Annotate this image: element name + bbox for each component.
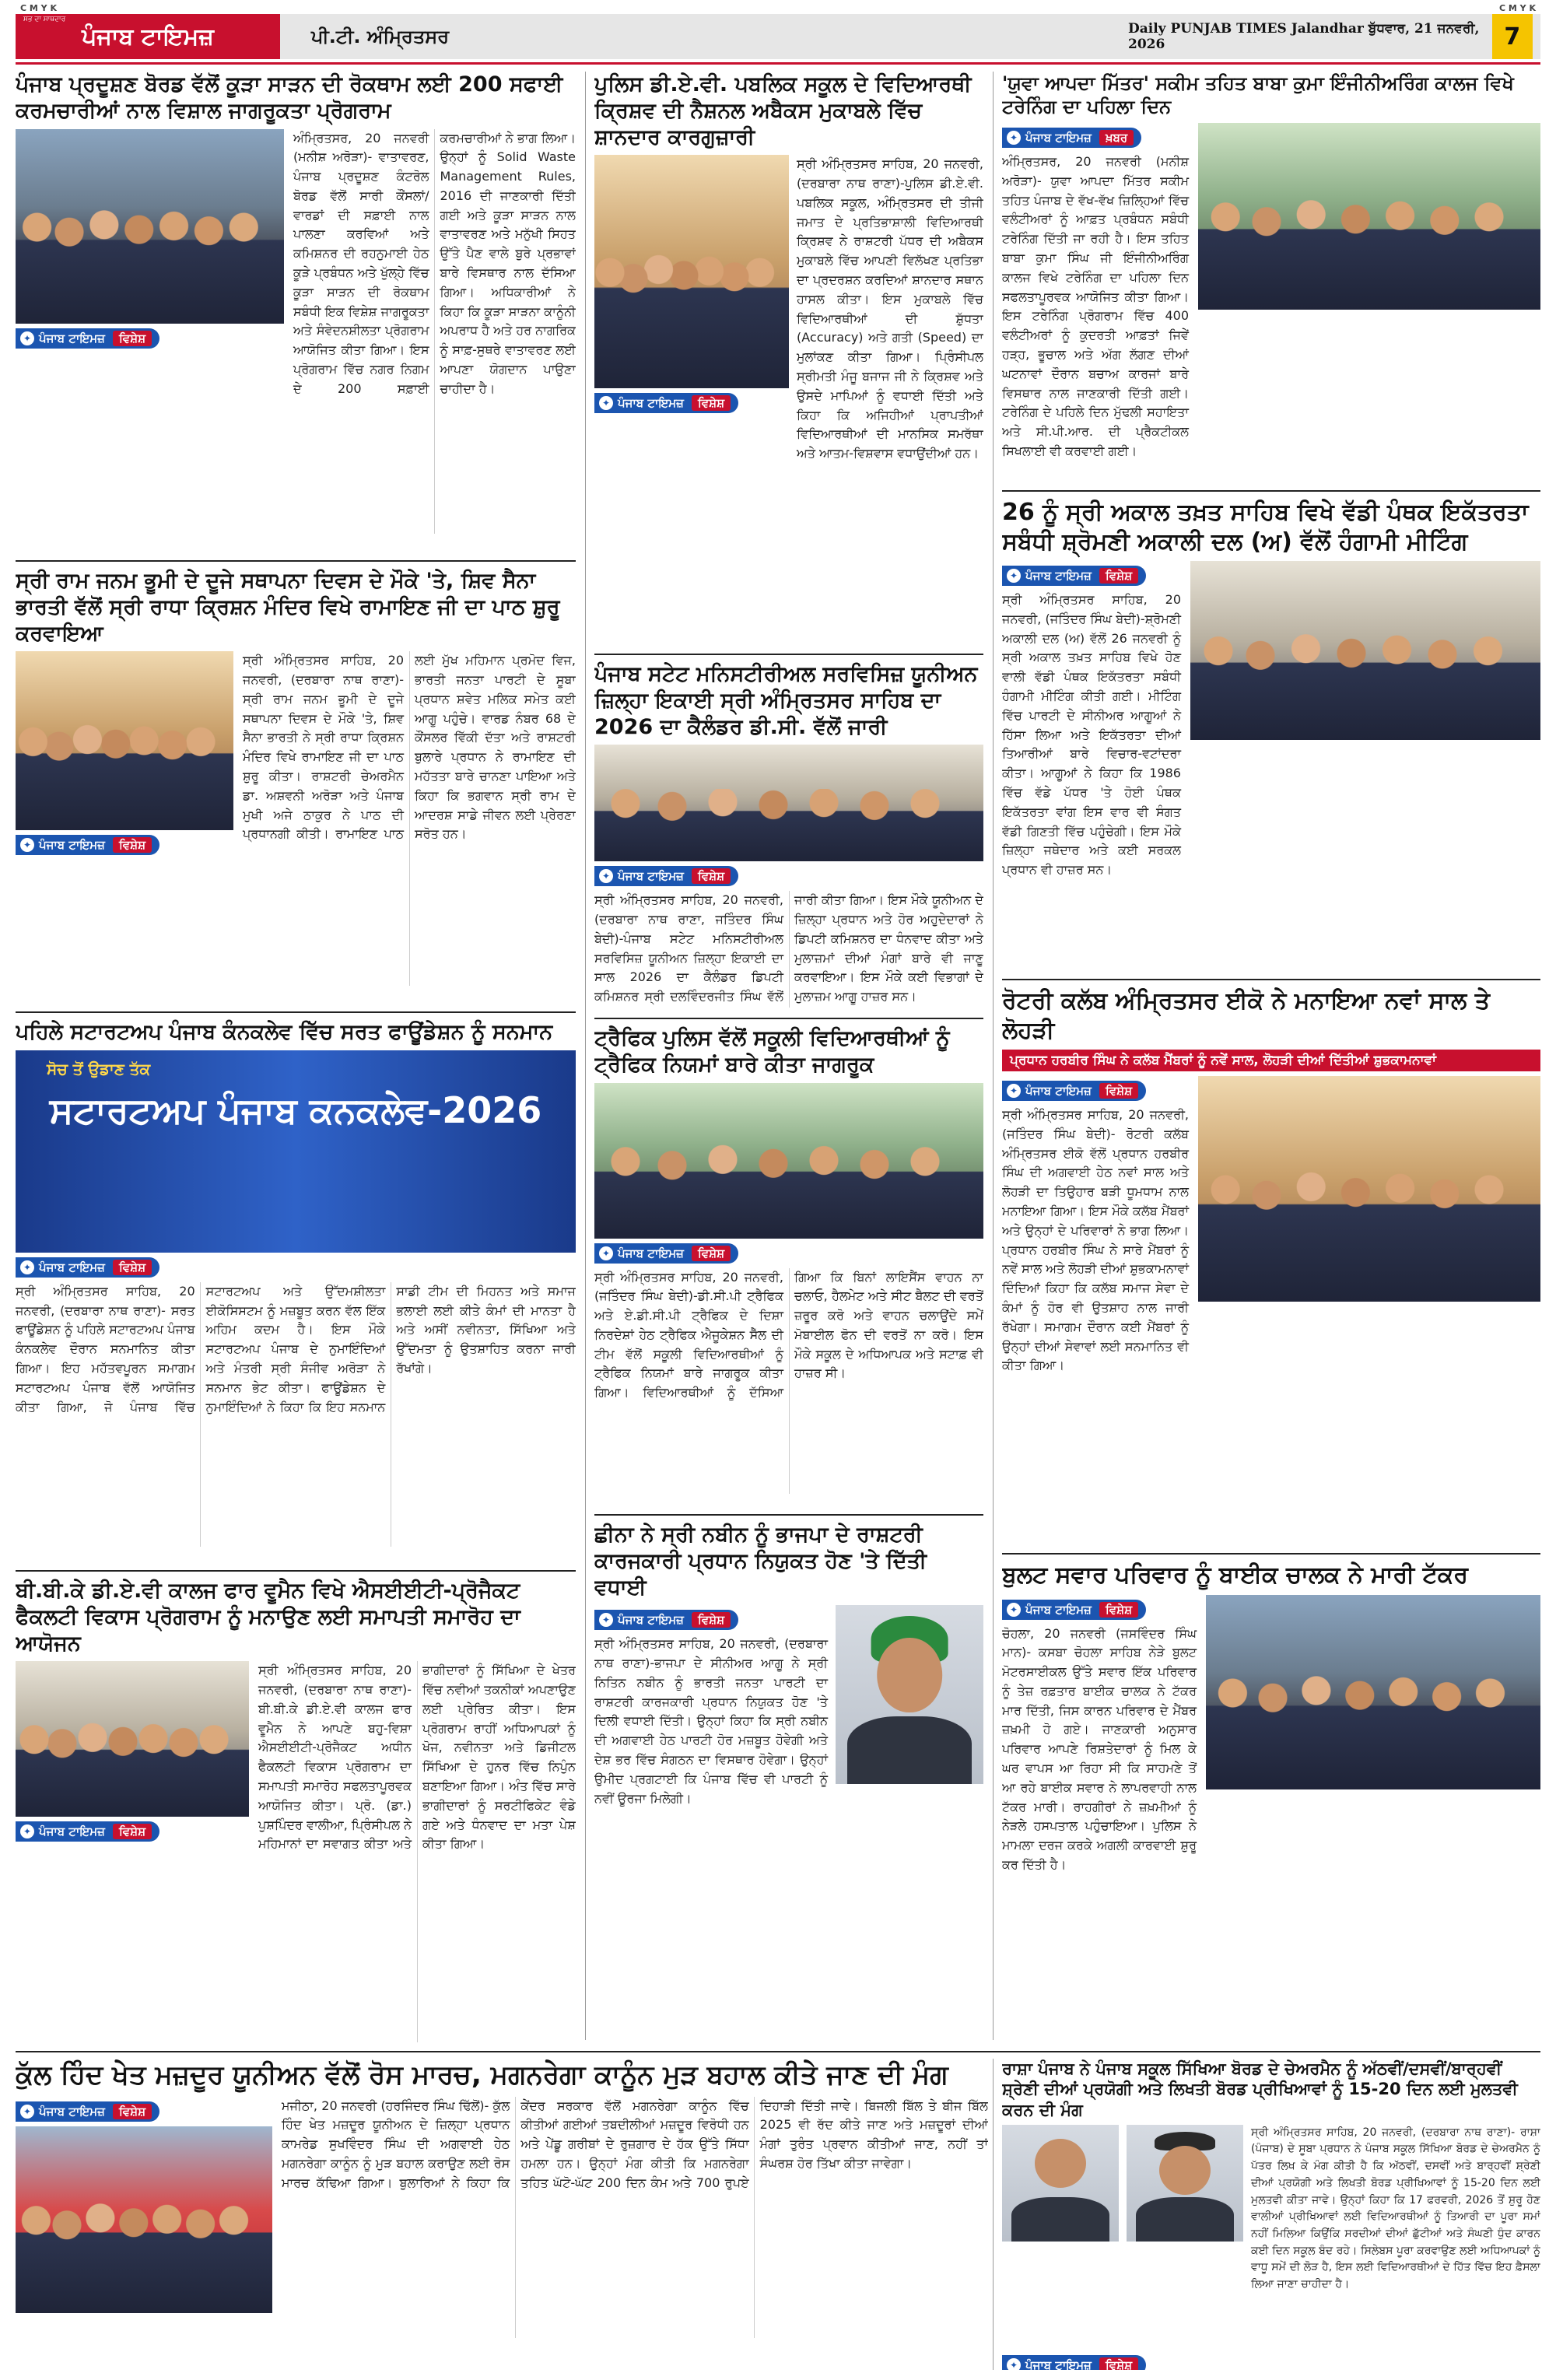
- article-body: ਸ੍ਰੀ ਅੰਮ੍ਰਿਤਸਰ ਸਾਹਿਬ, 20 ਜਨਵਰੀ, (ਜਤਿੰਦਰ ਸਿੰਘ ਬੇਦੀ)-ਡੀ.ਸੀ.ਪੀ ਟ੍ਰੈਫਿਕ ਅਤੇ ਏ.ਡੀ.ਸੀ.ਪੀ ਟ੍ਰੈਫਿਕ ਦੇ ਦਿਸ਼ਾ ਨਿਰਦੇਸ਼ਾਂ ਹੇਠ ਟ੍ਰੈਫਿਕ ਐਜੂਕੇਸ਼ਨ ਸੈੱਲ ਦੀ ਟੀਮ ਵੱਲੋਂ ਸਕੂਲੀ ਵਿਦਿਆਰਥੀਆਂ ਨੂੰ ਟ੍ਰੈਫਿਕ ਨਿਯਮਾਂ ਬਾਰੇ ਜਾਗਰੂਕ ਕੀਤਾ ਗਿਆ। ਵਿਦਿਆਰਥੀਆਂ ਨੂੰ ਦੱਸਿਆ ਗਿਆ ਕਿ ਬਿਨਾਂ ਲਾਇਸੈਂਸ ਵਾਹਨ ਨਾ ਚਲਾਓ, ਹੈਲਮੇਟ ਅਤੇ ਸੀਟ ਬੈਲਟ ਦੀ ਵਰਤੋਂ ਜ਼ਰੂਰ ਕਰੋ ਅਤੇ ਵਾਹਨ ਚਲਾਉਂਦੇ ਸਮੇਂ ਮੋਬਾਈਲ ਫੋਨ ਦੀ ਵਰਤੋਂ ਨਾ ਕਰੋ। ਇਸ ਮੌਕੇ ਸਕੂਲ ਦੇ ਅਧਿਆਪਕ ਅਤੇ ਸਟਾਫ਼ ਵੀ ਹਾਜ਼ਰ ਸੀ।: [594, 1269, 983, 1400]
- news-badge: ✦ ਪੰਜਾਬ ਟਾਇਮਜ਼ ਵਿਸ਼ੇਸ਼: [16, 835, 159, 855]
- article-photo: [594, 155, 789, 388]
- stage-banner: ਸਟਾਰਟਅਪ ਪੰਜਾਬ ਕਨਕਲੇਵ-2026: [49, 1088, 542, 1131]
- brand-icon: ✦: [599, 1613, 613, 1627]
- news-badge: ✦ ਪੰਜਾਬ ਟਾਇਮਜ਼ ਵਿਸ਼ੇਸ਼: [16, 328, 159, 349]
- article-rasha-punjab: [1002, 2059, 1540, 2370]
- section-title: ਪੀ.ਟੀ. ਅੰਮ੍ਰਿਤਸਰ: [280, 14, 1128, 59]
- headline: ਬੁਲਟ ਸਵਾਰ ਪਰਿਵਾਰ ਨੂੰ ਬਾਈਕ ਚਾਲਕ ਨੇ ਮਾਰੀ ਟੱਕਰ: [1002, 1562, 1468, 1589]
- brand-icon: ✦: [1007, 131, 1021, 145]
- news-badge: ✦ ਪੰਜਾਬ ਟਾਇਮਜ਼ ਵਿਸ਼ੇਸ਼: [1002, 1081, 1146, 1101]
- headline: ਪਹਿਲੇ ਸਟਾਰਟਅਪ ਪੰਜਾਬ ਕੰਨਕਲੇਵ ਵਿੱਚ ਸਰਤ ਫਾਊਂਡੇਸ਼ਨ ਨੂੰ ਸਨਮਾਨ: [16, 1020, 553, 1044]
- article-photo: [594, 1083, 983, 1239]
- article-startup-conclave: [16, 1019, 576, 1564]
- divider: [16, 1011, 576, 1013]
- article-photo: [1190, 561, 1540, 740]
- article-body: ਚੋਹਲਾ, 20 ਜਨਵਰੀ (ਜਸਵਿੰਦਰ ਸਿੰਘ ਮਾਨ)- ਕਸਬਾ ਚੋਹਲਾ ਸਾਹਿਬ ਨੇੜੇ ਬੁਲਟ ਮੋਟਰਸਾਈਕਲ ਉੱਤੇ ਸਵਾਰ ਇੱਕ ਪਰਿਵਾਰ ਨੂੰ ਤੇਜ਼ ਰਫ਼ਤਾਰ ਬਾਈਕ ਚਾਲਕ ਨੇ ਟੱਕਰ ਮਾਰ ਦਿੱਤੀ, ਜਿਸ ਕਾਰਨ ਪਰਿਵਾਰ ਦੇ ਮੈਂਬਰ ਜ਼ਖ਼ਮੀ ਹੋ ਗਏ। ਜਾਣਕਾਰੀ ਅਨੁਸਾਰ ਪਰਿਵਾਰ ਆਪਣੇ ਰਿਸ਼ਤੇਦਾਰਾਂ ਨੂੰ ਮਿਲ ਕੇ ਘਰ ਵਾਪਸ ਆ ਰਿਹਾ ਸੀ ਕਿ ਸਾਹਮਣੇ ਤੋਂ ਆ ਰਹੇ ਬਾਈਕ ਸਵਾਰ ਨੇ ਲਾਪਰਵਾਹੀ ਨਾਲ ਟੱਕਰ ਮਾਰੀ। ਰਾਹਗੀਰਾਂ ਨੇ ਜ਼ਖ਼ਮੀਆਂ ਨੂੰ ਨੇੜਲੇ ਹਸਪਤਾਲ ਪਹੁੰਚਾਇਆ। ਪੁਲਿਸ ਨੇ ਮਾਮਲਾ ਦਰਜ ਕਰਕੇ ਅਗਲੀ ਕਾਰਵਾਈ ਸ਼ੁਰੂ ਕਰ ਦਿੱਤੀ ਹੈ।: [1002, 1625, 1197, 1873]
- article-body: ਸ੍ਰੀ ਅੰਮ੍ਰਿਤਸਰ ਸਾਹਿਬ, 20 ਜਨਵਰੀ, (ਜਤਿੰਦਰ ਸਿੰਘ ਬੇਦੀ)- ਰੋਟਰੀ ਕਲੱਬ ਅੰਮ੍ਰਿਤਸਰ ਈਕੋ ਵੱਲੋਂ ਪ੍ਰਧਾਨ ਹਰਬੀਰ ਸਿੰਘ ਦੀ ਅਗਵਾਈ ਹੇਠ ਨਵਾਂ ਸਾਲ ਅਤੇ ਲੋਹੜੀ ਦਾ ਤਿਉਹਾਰ ਬੜੀ ਧੂਮਧਾਮ ਨਾਲ ਮਨਾਇਆ ਗਿਆ। ਇਸ ਮੌਕੇ ਕਲੱਬ ਮੈਂਬਰਾਂ ਅਤੇ ਉਨ੍ਹਾਂ ਦੇ ਪਰਿਵਾਰਾਂ ਨੇ ਭਾਗ ਲਿਆ। ਪ੍ਰਧਾਨ ਹਰਬੀਰ ਸਿੰਘ ਨੇ ਸਾਰੇ ਮੈਂਬਰਾਂ ਨੂੰ ਨਵੇਂ ਸਾਲ ਅਤੇ ਲੋਹੜੀ ਦੀਆਂ ਸ਼ੁਭਕਾਮਨਾਵਾਂ ਦਿੰਦਿਆਂ ਕਿਹਾ ਕਿ ਕਲੱਬ ਸਮਾਜ ਸੇਵਾ ਦੇ ਕੰਮਾਂ ਨੂੰ ਹੋਰ ਵੀ ਉਤਸ਼ਾਹ ਨਾਲ ਜਾਰੀ ਰੱਖੇਗਾ। ਸਮਾਗਮ ਦੌਰਾਨ ਕਈ ਮੈਂਬਰਾਂ ਨੂੰ ਉਨ੍ਹਾਂ ਦੀਆਂ ਸੇਵਾਵਾਂ ਲਈ ਸਨਮਾਨਿਤ ਵੀ ਕੀਤਾ ਗਿਆ।: [1002, 1107, 1189, 1373]
- headline: ਰਾਸ਼ਾ ਪੰਜਾਬ ਨੇ ਪੰਜਾਬ ਸਕੂਲ ਸਿੱਖਿਆ ਬੋਰਡ ਦੇ ਚੇਅਰਮੈਨ ਨੂੰ ਅੱਠਵੀਂ/ਦਸਵੀਂ/ਬਾਰ੍ਹਵੀਂ ਸ਼੍ਰੇਣੀ ਦੀਆਂ ਪ੍ਰਯੋਗੀ ਅਤੇ ਲਿਖਤੀ ਬੋਰਡ ਪ੍ਰੀਖਿਆਵਾਂ ਨੂੰ 15-20 ਦਿਨ ਲਈ ਮੁਲਤਵੀ ਕਰਨ ਦੀ ਮੰਗ: [1002, 2059, 1518, 2119]
- news-badge: ✦ ਪੰਜਾਬ ਟਾਇਮਜ਼ ਵਿਸ਼ੇਸ਼: [1002, 1600, 1146, 1620]
- news-badge: ✦ ਪੰਜਾਬ ਟਾਇਮਜ਼ ਵਿਸ਼ੇਸ਼: [594, 393, 738, 413]
- headline: ਟ੍ਰੈਫਿਕ ਪੁਲਿਸ ਵੱਲੋਂ ਸਕੂਲੀ ਵਿਦਿਆਰਥੀਆਂ ਨੂੰ ਟ੍ਰੈਫਿਕ ਨਿਯਮਾਂ ਬਾਰੇ ਕੀਤਾ ਜਾਗਰੂਕ: [594, 1026, 950, 1077]
- divider: [16, 1570, 576, 1572]
- logo-tagline: ਸਭ ਦਾ ਸਾਥਦਾਰ: [23, 16, 66, 23]
- cmyk-mark-right: C M Y K: [1499, 3, 1536, 13]
- brand-icon: ✦: [20, 1824, 34, 1838]
- news-badge: ✦ ਪੰਜਾਬ ਟਾਇਮਜ਼ ਵਿਸ਼ੇਸ਼: [594, 866, 738, 886]
- masthead: [16, 14, 1540, 59]
- article-ministerial-union: [594, 661, 983, 1011]
- cmyk-mark-left: C M Y K: [20, 3, 57, 13]
- headline: ਪੰਜਾਬ ਪ੍ਰਦੂਸ਼ਣ ਬੋਰਡ ਵੱਲੋਂ ਕੂੜਾ ਸਾੜਨ ਦੀ ਰੋਕਥਾਮ ਲਈ 200 ਸਫਾਈ ਕਰਮਚਾਰੀਆਂ ਨਾਲ ਵਿਸ਼ਾਲ ਜਾਗਰੂਕਤਾ ਪ੍ਰੋਗਰਾਮ: [16, 72, 563, 123]
- article-photo: [16, 129, 284, 324]
- article-photo: [16, 651, 233, 830]
- stage-banner-small: ਸੋਚ ਤੋਂ ਉਡਾਣ ਤੱਕ: [47, 1059, 151, 1078]
- news-badge: ✦ ਪੰਜਾਬ ਟਾਇਮਜ਼ ਵਿਸ਼ੇਸ਼: [594, 1243, 738, 1264]
- edition-text: Daily PUNJAB TIMES Jalandhar ਬੁੱਧਵਾਰ, 21 ਜਨਵਰੀ, 2026: [1128, 21, 1480, 52]
- newspaper-logo: [16, 14, 280, 59]
- article-body: ਅੰਮ੍ਰਿਤਸਰ, 20 ਜਨਵਰੀ (ਮਨੀਸ਼ ਅਰੋੜਾ)- ਵਾਤਾਵਰਣ, ਪੰਜਾਬ ਪ੍ਰਦੂਸ਼ਣ ਕੰਟਰੋਲ ਬੋਰਡ ਵੱਲੋਂ ਸਾਰੀ ਕੌਂਸਲਾਂ/ਵਾਰਡਾਂ ਦੀ ਸਫ਼ਾਈ ਨਾਲ ਪਾਲਣਾ ਕਰਵਿਆਂ ਅਤੇ ਕਮਿਸ਼ਨਰ ਦੀ ਰਹਨੁਮਾਈ ਹੇਠ ਕੂੜੇ ਪ੍ਰਬੰਧਨ ਅਤੇ ਖੁੱਲ੍ਹੇ ਵਿੱਚ ਕੂੜਾ ਸਾੜਨ ਦੀ ਰੋਕਥਾਮ ਸਬੰਧੀ ਇਕ ਵਿਸ਼ੇਸ਼ ਜਾਗਰੂਕਤਾ ਅਤੇ ਸੰਵੇਦਨਸ਼ੀਲਤਾ ਪ੍ਰੋਗਰਾਮ ਆਯੋਜਿਤ ਕੀਤਾ ਗਿਆ। ਇਸ ਪ੍ਰੋਗਰਾਮ ਵਿੱਚ ਨਗਰ ਨਿਗਮ ਦੇ 200 ਸਫ਼ਾਈ ਕਰਮਚਾਰੀਆਂ ਨੇ ਭਾਗ ਲਿਆ। ਉਨ੍ਹਾਂ ਨੂੰ Solid Waste Management Rules, 2016 ਦੀ ਜਾਣਕਾਰੀ ਦਿੱਤੀ ਗਈ ਅਤੇ ਕੂੜਾ ਸਾੜਨ ਨਾਲ ਵਾਤਾਵਰਣ ਅਤੇ ਮਨੁੱਖੀ ਸਿਹਤ ਉੱਤੇ ਪੈਣ ਵਾਲੇ ਬੁਰੇ ਪ੍ਰਭਾਵਾਂ ਬਾਰੇ ਵਿਸਥਾਰ ਨਾਲ ਦੱਸਿਆ ਗਿਆ। ਅਧਿਕਾਰੀਆਂ ਨੇ ਕਿਹਾ ਕਿ ਕੂੜਾ ਸਾੜਨਾ ਕਾਨੂੰਨੀ ਅਪਰਾਧ ਹੈ ਅਤੇ ਹਰ ਨਾਗਰਿਕ ਨੂੰ ਸਾਫ਼-ਸੁਥਰੇ ਵਾਤਾਵਰਣ ਲਈ ਆਪਣਾ ਯੋਗਦਾਨ ਪਾਉਣਾ ਚਾਹੀਦਾ ਹੈ।: [293, 130, 576, 396]
- article-ram-janmabhoomi: [16, 568, 576, 1004]
- column-rule: [585, 72, 586, 2040]
- portrait-photo: [836, 1605, 983, 1784]
- article-yuva-apda-mitra: [1002, 72, 1540, 484]
- brand-icon: ✦: [1007, 1603, 1021, 1617]
- headline: 'ਯੁਵਾ ਆਪਦਾ ਮਿੱਤਰ' ਸਕੀਮ ਤਹਿਤ ਬਾਬਾ ਕੁਮਾ ਇੰਜੀਨੀਅਰਿੰਗ ਕਾਲਜ ਵਿਖੇ ਟਰੇਨਿੰਗ ਦਾ ਪਹਿਲਾ ਦਿਨ: [1002, 72, 1514, 117]
- headline: ਕੁੱਲ ਹਿੰਦ ਖੇਤ ਮਜ਼ਦੂਰ ਯੂਨੀਅਨ ਵੱਲੋਂ ਰੋਸ ਮਾਰਚ, ਮਗਨਰੇਗਾ ਕਾਨੂੰਨ ਮੁੜ ਬਹਾਲ ਕੀਤੇ ਜਾਣ ਦੀ ਮੰਗ: [16, 2059, 948, 2091]
- news-badge: ✦ ਪੰਜਾਬ ਟਾਇਮਜ਼ ਵਿਸ਼ੇਸ਼: [16, 1821, 159, 1842]
- divider: [594, 1018, 983, 1019]
- brand-icon: ✦: [20, 838, 34, 852]
- news-badge: ✦ ਪੰਜਾਬ ਟਾਇਮਜ਼ ਵਿਸ਼ੇਸ਼: [594, 1610, 738, 1630]
- headline: ਛੀਨਾ ਨੇ ਸ੍ਰੀ ਨਬੀਨ ਨੂੰ ਭਾਜਪਾ ਦੇ ਰਾਸ਼ਟਰੀ ਕਾਰਜਕਾਰੀ ਪ੍ਰਧਾਨ ਨਿਯੁਕਤ ਹੋਣ 'ਤੇ ਦਿੱਤੀ ਵਧਾਈ: [594, 1523, 927, 1600]
- article-body: ਸ੍ਰੀ ਅੰਮ੍ਰਿਤਸਰ ਸਾਹਿਬ, 20 ਜਨਵਰੀ, (ਦਰਬਾਰਾ ਨਾਥ ਰਾਣਾ)-ਪੁਲਿਸ ਡੀ.ਏ.ਵੀ. ਪਬਲਿਕ ਸਕੂਲ, ਅੰਮ੍ਰਿਤਸਰ ਦੀ ਤੀਜੀ ਜਮਾਤ ਦੇ ਪ੍ਰਤਿਭਾਸ਼ਾਲੀ ਵਿਦਿਆਰਥੀ ਕ੍ਰਿਸ਼ਵ ਨੇ ਰਾਸ਼ਟਰੀ ਪੱਧਰ ਦੀ ਅਬੈਕਸ ਮੁਕਾਬਲੇ ਵਿੱਚ ਆਪਣੀ ਵਿਲੱਖਣ ਪ੍ਰਤਿਭਾ ਦਾ ਪ੍ਰਦਰਸ਼ਨ ਕਰਦਿਆਂ ਸ਼ਾਨਦਾਰ ਸਥਾਨ ਹਾਸਲ ਕੀਤਾ। ਇਸ ਮੁਕਾਬਲੇ ਵਿੱਚ ਵਿਦਿਆਰਥੀਆਂ ਦੀ ਸ਼ੁੱਧਤਾ (Accuracy) ਅਤੇ ਗਤੀ (Speed) ਦਾ ਮੁਲਾਂਕਣ ਕੀਤਾ ਗਿਆ। ਪ੍ਰਿੰਸੀਪਲ ਸ੍ਰੀਮਤੀ ਮੰਜੂ ਬਜਾਜ ਜੀ ਨੇ ਕ੍ਰਿਸ਼ਵ ਅਤੇ ਉਸਦੇ ਮਾਪਿਆਂ ਨੂੰ ਵਧਾਈ ਦਿੱਤੀ ਅਤੇ ਕਿਹਾ ਕਿ ਅਜਿਹੀਆਂ ਪ੍ਰਾਪਤੀਆਂ ਵਿਦਿਆਰਥੀਆਂ ਦੀ ਮਾਨਸਿਕ ਸਮਰੱਥਾ ਅਤੇ ਆਤਮ-ਵਿਸ਼ਵਾਸ ਵਧਾਉਂਦੀਆਂ ਹਨ।: [797, 156, 983, 461]
- article-pollution-board: [16, 72, 576, 554]
- brand-icon: ✦: [20, 331, 34, 345]
- headline: ਬੀ.ਬੀ.ਕੇ ਡੀ.ਏ.ਵੀ ਕਾਲਜ ਫਾਰ ਵੂਮੈਨ ਵਿਖੇ ਐਸਈਈਟੀ-ਪ੍ਰੋਜੈਕਟ ਫੈਕਲਟੀ ਵਿਕਾਸ ਪ੍ਰੋਗਰਾਮ ਨੂੰ ਮਨਾਉਣ ਲਈ ਸਮਾਪਤੀ ਸਮਾਰੋਹ ਦਾ ਆਯੋਜਨ: [16, 1579, 520, 1656]
- page-number: 7: [1492, 14, 1533, 59]
- article-photo: [1198, 1076, 1540, 1302]
- sub-headline: ਪ੍ਰਧਾਨ ਹਰਬੀਰ ਸਿੰਘ ਨੇ ਕਲੱਬ ਮੈਂਬਰਾਂ ਨੂੰ ਨਵੇਂ ਸਾਲ, ਲੋਹੜੀ ਦੀਆਂ ਦਿੱਤੀਆਂ ਸ਼ੁਭਕਾਮਨਾਵਾਂ: [1002, 1050, 1540, 1071]
- headline: ਪੁਲਿਸ ਡੀ.ਏ.ਵੀ. ਪਬਲਿਕ ਸਕੂਲ ਦੇ ਵਿਦਿਆਰਥੀ ਕ੍ਰਿਸ਼ਵ ਦੀ ਨੈਸ਼ਨਲ ਅਬੈਕਸ ਮੁਕਾਬਲੇ ਵਿੱਚ ਸ਼ਾਨਦਾਰ ਕਾਰਗੁਜ਼ਾਰੀ: [594, 72, 972, 149]
- article-body-text: ਸ੍ਰੀ ਅੰਮ੍ਰਿਤਸਰ ਸਾਹਿਬ, 20 ਜਨਵਰੀ, (ਦਰਬਾਰਾ ਨਾਥ ਰਾਣਾ)-ਭਾਜਪਾ ਦੇ ਸੀਨੀਅਰ ਆਗੂ ਨੇ ਸ੍ਰੀ ਨਿਤਿਨ ਨਬੀਨ ਨੂੰ ਭਾਰਤੀ ਜਨਤਾ ਪਾਰਟੀ ਦਾ ਰਾਸ਼ਟਰੀ ਕਾਰਜਕਾਰੀ ਪ੍ਰਧਾਨ ਨਿਯੁਕਤ ਹੋਣ 'ਤੇ ਦਿਲੀ ਵਧਾਈ ਦਿੱਤੀ। ਉਨ੍ਹਾਂ ਕਿਹਾ ਕਿ ਸ੍ਰੀ ਨਬੀਨ ਦੀ ਅਗਵਾਈ ਹੇਠ ਪਾਰਟੀ ਹੋਰ ਮਜ਼ਬੂਤ ਹੋਵੇਗੀ ਅਤੇ ਦੇਸ਼ ਭਰ ਵਿੱਚ ਸੰਗਠਨ ਦਾ ਵਿਸਥਾਰ ਹੋਵੇਗਾ। ਉਨ੍ਹਾਂ ਉਮੀਦ ਪ੍ਰਗਟਾਈ ਕਿ ਪੰਜਾਬ ਵਿੱਚ ਵੀ ਪਾਰਟੀ ਨੂੰ ਨਵੀਂ ਊਰਜਾ ਮਿਲੇਗੀ।: [594, 1636, 828, 1806]
- news-badge: ✦ ਪੰਜਾਬ ਟਾਇਮਜ਼ ਵਿਸ਼ੇਸ਼: [16, 1257, 159, 1278]
- brand-icon: ✦: [599, 1246, 613, 1260]
- news-badge: ✦ ਪੰਜਾਬ ਟਾਇਮਜ਼ ਵਿਸ਼ੇਸ਼: [1002, 566, 1146, 586]
- brand-icon: ✦: [1007, 569, 1021, 583]
- article-body: ਸ੍ਰੀ ਅੰਮ੍ਰਿਤਸਰ ਸਾਹਿਬ, 20 ਜਨਵਰੀ, (ਦਰਬਾਰਾ ਨਾਥ ਰਾਣਾ)-ਬੀ.ਬੀ.ਕੇ ਡੀ.ਏ.ਵੀ ਕਾਲਜ ਫਾਰ ਵੂਮੈਨ ਨੇ ਆਪਣੇ ਬਹੁ-ਵਿਸ਼ਾ ਐਸਈਈਟੀ-ਪ੍ਰੋਜੈਕਟ ਅਧੀਨ ਫੈਕਲਟੀ ਵਿਕਾਸ ਪ੍ਰੋਗਰਾਮ ਦਾ ਸਮਾਪਤੀ ਸਮਾਰੋਹ ਸਫਲਤਾਪੂਰਵਕ ਆਯੋਜਿਤ ਕੀਤਾ। ਪ੍ਰੋ. (ਡਾ.) ਪੁਸ਼ਪਿੰਦਰ ਵਾਲੀਆ, ਪ੍ਰਿੰਸੀਪਲ ਨੇ ਮਹਿਮਾਨਾਂ ਦਾ ਸਵਾਗਤ ਕੀਤਾ ਅਤੇ ਭਾਗੀਦਾਰਾਂ ਨੂੰ ਸਿੱਖਿਆ ਦੇ ਖੇਤਰ ਵਿੱਚ ਨਵੀਆਂ ਤਕਨੀਕਾਂ ਅਪਣਾਉਣ ਲਈ ਪ੍ਰੇਰਿਤ ਕੀਤਾ। ਇਸ ਪ੍ਰੋਗਰਾਮ ਰਾਹੀਂ ਅਧਿਆਪਕਾਂ ਨੂੰ ਖੋਜ, ਨਵੀਨਤਾ ਅਤੇ ਡਿਜੀਟਲ ਸਿੱਖਿਆ ਦੇ ਹੁਨਰ ਵਿੱਚ ਨਿਪੁੰਨ ਬਣਾਇਆ ਗਿਆ। ਅੰਤ ਵਿੱਚ ਸਾਰੇ ਭਾਗੀਦਾਰਾਂ ਨੂੰ ਸਰਟੀਫਿਕੇਟ ਵੰਡੇ ਗਏ ਅਤੇ ਧੰਨਵਾਦ ਦਾ ਮਤਾ ਪੇਸ਼ ਕੀਤਾ ਗਿਆ।: [258, 1663, 576, 1852]
- headline: ਸ੍ਰੀ ਰਾਮ ਜਨਮ ਭੂਮੀ ਦੇ ਦੂਜੇ ਸਥਾਪਨਾ ਦਿਵਸ ਦੇ ਮੌਕੇ 'ਤੇ, ਸ਼ਿਵ ਸੈਨਾ ਭਾਰਤੀ ਵੱਲੋਂ ਸ੍ਰੀ ਰਾਧਾ ਕ੍ਰਿਸ਼ਨ ਮੰਦਿਰ ਵਿਖੇ ਰਾਮਾਇਣ ਜੀ ਦਾ ਪਾਠ ਸ਼ੁਰੂ ਕਰਵਾਇਆ: [16, 569, 560, 646]
- article-nabin-greetings: [594, 1522, 983, 2043]
- news-badge: ✦ ਪੰਜਾਬ ਟਾਇਮਜ਼ ਵਿਸ਼ੇਸ਼: [16, 2101, 159, 2122]
- article-photo: [16, 1050, 576, 1253]
- divider: [16, 560, 576, 562]
- article-body: ਅੰਮ੍ਰਿਤਸਰ, 20 ਜਨਵਰੀ (ਮਨੀਸ਼ ਅਰੋੜਾ)- ਯੁਵਾ ਆਪਦਾ ਮਿੱਤਰ ਸਕੀਮ ਤਹਿਤ ਪੰਜਾਬ ਦੇ ਵੱਖ-ਵੱਖ ਜ਼ਿਲ੍ਹਿਆਂ ਵਿੱਚ ਵਲੰਟੀਅਰਾਂ ਨੂੰ ਆਫ਼ਤ ਪ੍ਰਬੰਧਨ ਸਬੰਧੀ ਟਰੇਨਿੰਗ ਦਿੱਤੀ ਜਾ ਰਹੀ ਹੈ। ਇਸ ਤਹਿਤ ਬਾਬਾ ਕੁਮਾ ਸਿੰਘ ਜੀ ਇੰਜੀਨੀਅਰਿੰਗ ਕਾਲਜ ਵਿਖੇ ਟਰੇਨਿੰਗ ਦਾ ਪਹਿਲਾ ਦਿਨ ਸਫਲਤਾਪੂਰਵਕ ਆਯੋਜਿਤ ਕੀਤਾ ਗਿਆ। ਇਸ ਟਰੇਨਿੰਗ ਪ੍ਰੋਗਰਾਮ ਵਿੱਚ 400 ਵਲੰਟੀਅਰਾਂ ਨੂੰ ਕੁਦਰਤੀ ਆਫ਼ਤਾਂ ਜਿਵੇਂ ਹੜ੍ਹ, ਭੂਚਾਲ ਅਤੇ ਅੱਗ ਲੱਗਣ ਦੀਆਂ ਘਟਨਾਵਾਂ ਦੌਰਾਨ ਬਚਾਅ ਕਾਰਜਾਂ ਬਾਰੇ ਵਿਸਥਾਰ ਨਾਲ ਜਾਣਕਾਰੀ ਦਿੱਤੀ ਗਈ। ਟਰੇਨਿੰਗ ਦੇ ਪਹਿਲੇ ਦਿਨ ਮੁੱਢਲੀ ਸਹਾਇਤਾ ਅਤੇ ਸੀ.ਪੀ.ਆਰ. ਦੀ ਪ੍ਰੈਕਟੀਕਲ ਸਿਖਲਾਈ ਵੀ ਕਰਵਾਈ ਗਈ।: [1002, 154, 1189, 458]
- brand-icon: ✦: [599, 869, 613, 883]
- divider: [594, 1514, 983, 1516]
- article-photo: [1206, 1595, 1540, 1789]
- portrait-photo: [1127, 2125, 1243, 2242]
- article-body: ਸ੍ਰੀ ਅੰਮ੍ਰਿਤਸਰ ਸਾਹਿਬ, 20 ਜਨਵਰੀ, (ਦਰਬਾਰਾ ਨਾਥ ਰਾਣਾ)- ਰਾਸ਼ਾ (ਪੰਜਾਬ) ਦੇ ਸੂਬਾ ਪ੍ਰਧਾਨ ਨੇ ਪੰਜਾਬ ਸਕੂਲ ਸਿੱਖਿਆ ਬੋਰਡ ਦੇ ਚੇਅਰਮੈਨ ਨੂੰ ਪੱਤਰ ਲਿਖ ਕੇ ਮੰਗ ਕੀਤੀ ਹੈ ਕਿ ਅੱਠਵੀਂ, ਦਸਵੀਂ ਅਤੇ ਬਾਰ੍ਹਵੀਂ ਸ਼੍ਰੇਣੀ ਦੀਆਂ ਪ੍ਰਯੋਗੀ ਅਤੇ ਲਿਖਤੀ ਬੋਰਡ ਪ੍ਰੀਖਿਆਵਾਂ ਨੂੰ 15-20 ਦਿਨ ਲਈ ਮੁਲਤਵੀ ਕੀਤਾ ਜਾਵੇ। ਉਨ੍ਹਾਂ ਕਿਹਾ ਕਿ 17 ਫਰਵਰੀ, 2026 ਤੋਂ ਸ਼ੁਰੂ ਹੋਣ ਵਾਲੀਆਂ ਪ੍ਰੀਖਿਆਵਾਂ ਲਈ ਵਿਦਿਆਰਥੀਆਂ ਨੂੰ ਤਿਆਰੀ ਦਾ ਪੂਰਾ ਸਮਾਂ ਨਹੀਂ ਮਿਲਿਆ ਕਿਉਂਕਿ ਸਰਦੀਆਂ ਦੀਆਂ ਛੁੱਟੀਆਂ ਅਤੇ ਸੰਘਣੀ ਧੁੰਦ ਕਾਰਨ ਕਈ ਦਿਨ ਸਕੂਲ ਬੰਦ ਰਹੇ। ਸਿਲੇਬਸ ਪੂਰਾ ਕਰਵਾਉਣ ਲਈ ਅਧਿਆਪਕਾਂ ਨੂੰ ਵਾਧੂ ਸਮੇਂ ਦੀ ਲੋੜ ਹੈ, ਇਸ ਲਈ ਵਿਦਿਆਰਥੀਆਂ ਦੇ ਹਿੱਤ ਵਿੱਚ ਇਹ ਫ਼ੈਸਲਾ ਲਿਆ ਜਾਣਾ ਚਾਹੀਦਾ ਹੈ।: [1251, 2126, 1540, 2291]
- article-photo: [594, 745, 983, 861]
- article-bullet-accident: [1002, 1561, 1540, 2043]
- edition-line: [1128, 14, 1540, 59]
- article-bbk-dav: [16, 1578, 576, 2045]
- article-body: ਸ੍ਰੀ ਅੰਮ੍ਰਿਤਸਰ ਸਾਹਿਬ, 20 ਜਨਵਰੀ, (ਦਰਬਾਰਾ ਨਾਥ ਰਾਣਾ, ਜਤਿੰਦਰ ਸਿੰਘ ਬੇਦੀ)-ਪੰਜਾਬ ਸਟੇਟ ਮਨਿਸਟੀਰੀਅਲ ਸਰਵਿਸਿਜ਼ ਯੂਨੀਅਨ ਜ਼ਿਲ੍ਹਾ ਇਕਾਈ ਦਾ ਸਾਲ 2026 ਦਾ ਕੈਲੰਡਰ ਡਿਪਟੀ ਕਮਿਸ਼ਨਰ ਸ੍ਰੀ ਦਲਵਿੰਦਰਜੀਤ ਸਿੰਘ ਵੱਲੋਂ ਜਾਰੀ ਕੀਤਾ ਗਿਆ। ਇਸ ਮੌਕੇ ਯੂਨੀਅਨ ਦੇ ਜ਼ਿਲ੍ਹਾ ਪ੍ਰਧਾਨ ਅਤੇ ਹੋਰ ਅਹੁਦੇਦਾਰਾਂ ਨੇ ਡਿਪਟੀ ਕਮਿਸ਼ਨਰ ਦਾ ਧੰਨਵਾਦ ਕੀਤਾ ਅਤੇ ਮੁਲਾਜ਼ਮਾਂ ਦੀਆਂ ਮੰਗਾਂ ਬਾਰੇ ਵੀ ਜਾਣੂ ਕਰਵਾਇਆ। ਇਸ ਮੌਕੇ ਕਈ ਵਿਭਾਗਾਂ ਦੇ ਮੁਲਾਜ਼ਮ ਆਗੂ ਹਾਜ਼ਰ ਸਨ।: [594, 892, 983, 1004]
- divider: [594, 654, 983, 655]
- column-rule: [993, 2059, 994, 2370]
- portrait-photo: [1002, 2125, 1119, 2242]
- article-body: ਮਜੀਠਾ, 20 ਜਨਵਰੀ (ਹਰਜਿੰਦਰ ਸਿੰਘ ਢਿੱਲੋਂ)- ਕੁੱਲ ਹਿੰਦ ਖੇਤ ਮਜ਼ਦੂਰ ਯੂਨੀਅਨ ਦੇ ਜ਼ਿਲ੍ਹਾ ਪ੍ਰਧਾਨ ਕਾਮਰੇਡ ਸੁਖਵਿੰਦਰ ਸਿੰਘ ਦੀ ਅਗਵਾਈ ਹੇਠ ਮਗਨਰੇਗਾ ਕਾਨੂੰਨ ਨੂੰ ਮੁੜ ਬਹਾਲ ਕਰਾਉਣ ਲਈ ਰੋਸ ਮਾਰਚ ਕੱਢਿਆ ਗਿਆ। ਬੁਲਾਰਿਆਂ ਨੇ ਕਿਹਾ ਕਿ ਕੇਂਦਰ ਸਰਕਾਰ ਵੱਲੋਂ ਮਗਨਰੇਗਾ ਕਾਨੂੰਨ ਵਿੱਚ ਕੀਤੀਆਂ ਗਈਆਂ ਤਬਦੀਲੀਆਂ ਮਜ਼ਦੂਰ ਵਿਰੋਧੀ ਹਨ ਅਤੇ ਪੇਂਡੂ ਗਰੀਬਾਂ ਦੇ ਰੁਜ਼ਗਾਰ ਦੇ ਹੱਕ ਉੱਤੇ ਸਿੱਧਾ ਹਮਲਾ ਹਨ। ਉਨ੍ਹਾਂ ਮੰਗ ਕੀਤੀ ਕਿ ਮਗਨਰੇਗਾ ਤਹਿਤ ਘੱਟੋ-ਘੱਟ 200 ਦਿਨ ਕੰਮ ਅਤੇ 700 ਰੁਪਏ ਦਿਹਾੜੀ ਦਿੱਤੀ ਜਾਵੇ। ਬਿਜਲੀ ਬਿੱਲ ਤੇ ਬੀਜ ਬਿੱਲ 2025 ਵੀ ਰੱਦ ਕੀਤੇ ਜਾਣ ਅਤੇ ਮਜ਼ਦੂਰਾਂ ਦੀਆਂ ਮੰਗਾਂ ਤੁਰੰਤ ਪ੍ਰਵਾਨ ਕੀਤੀਆਂ ਜਾਣ, ਨਹੀਂ ਤਾਂ ਸੰਘਰਸ਼ ਹੋਰ ਤਿੱਖਾ ਕੀਤਾ ਜਾਵੇਗਾ।: [282, 2098, 988, 2190]
- article-traffic-police: [594, 1025, 983, 1508]
- article-khet-mazdoor-union: [16, 2059, 988, 2370]
- logo-text: ਪੰਜਾਬ ਟਾਇਮਜ਼: [82, 23, 214, 51]
- brand-icon: ✦: [1007, 1084, 1021, 1098]
- article-akali-dal-meeting: [1002, 498, 1540, 973]
- column-rule: [993, 72, 994, 2040]
- article-body: ਸ੍ਰੀ ਅੰਮ੍ਰਿਤਸਰ ਸਾਹਿਬ, 20 ਜਨਵਰੀ, (ਦਰਬਾਰਾ ਨਾਥ ਰਾਣਾ)-ਸ੍ਰੀ ਰਾਮ ਜਨਮ ਭੂਮੀ ਦੇ ਦੂਜੇ ਸਥਾਪਨਾ ਦਿਵਸ ਦੇ ਮੌਕੇ 'ਤੇ, ਸ਼ਿਵ ਸੈਨਾ ਭਾਰਤੀ ਨੇ ਸ੍ਰੀ ਰਾਧਾ ਕ੍ਰਿਸ਼ਨ ਮੰਦਿਰ ਵਿਖੇ ਰਾਮਾਇਣ ਜੀ ਦਾ ਪਾਠ ਸ਼ੁਰੂ ਕੀਤਾ। ਰਾਸ਼ਟਰੀ ਚੇਅਰਮੈਨ ਡਾ. ਅਸ਼ਵਨੀ ਅਰੋੜਾ ਅਤੇ ਪੰਜਾਬ ਮੁਖੀ ਅਜੇ ਠਾਕੁਰ ਨੇ ਪਾਠ ਦੀ ਪ੍ਰਧਾਨਗੀ ਕੀਤੀ। ਰਾਮਾਇਣ ਪਾਠ ਲਈ ਮੁੱਖ ਮਹਿਮਾਨ ਪ੍ਰਮੋਦ ਵਿਜ, ਭਾਰਤੀ ਜਨਤਾ ਪਾਰਟੀ ਦੇ ਸੂਬਾ ਪ੍ਰਧਾਨ ਸ਼ਵੇਤ ਮਲਿਕ ਸਮੇਤ ਕਈ ਆਗੂ ਪਹੁੰਚੇ। ਵਾਰਡ ਨੰਬਰ 68 ਦੇ ਕੌਂਸਲਰ ਵਿੱਕੀ ਦੱਤਾ ਅਤੇ ਰਾਸ਼ਟਰੀ ਬੁਲਾਰੇ ਪ੍ਰਧਾਨ ਨੇ ਰਾਮਾਇਣ ਦੀ ਮਹੱਤਤਾ ਬਾਰੇ ਚਾਨਣਾ ਪਾਇਆ ਅਤੇ ਕਿਹਾ ਕਿ ਭਗਵਾਨ ਸ੍ਰੀ ਰਾਮ ਦੇ ਆਦਰਸ਼ ਸਾਡੇ ਜੀਵਨ ਲਈ ਪ੍ਰੇਰਣਾ ਸਰੋਤ ਹਨ।: [243, 653, 576, 842]
- brand-icon: ✦: [20, 2105, 34, 2119]
- brand-icon: ✦: [1007, 2358, 1021, 2370]
- divider: [1002, 979, 1540, 980]
- article-body: ਸ੍ਰੀ ਅੰਮ੍ਰਿਤਸਰ ਸਾਹਿਬ, 20 ਜਨਵਰੀ, (ਦਰਬਾਰਾ ਨਾਥ ਰਾਣਾ)- ਸਰਤ ਫਾਊਂਡੇਸ਼ਨ ਨੂੰ ਪਹਿਲੇ ਸਟਾਰਟਅਪ ਪੰਜਾਬ ਕੰਨਕਲੇਵ ਦੌਰਾਨ ਸਨਮਾਨਿਤ ਕੀਤਾ ਗਿਆ। ਇਹ ਮਹੱਤਵਪੂਰਨ ਸਮਾਗਮ ਸਟਾਰਟਅਪ ਪੰਜਾਬ ਵੱਲੋਂ ਆਯੋਜਿਤ ਕੀਤਾ ਗਿਆ, ਜੋ ਪੰਜਾਬ ਵਿੱਚ ਸਟਾਰਟਅਪ ਅਤੇ ਉੱਦਮਸ਼ੀਲਤਾ ਈਕੋਸਿਸਟਮ ਨੂੰ ਮਜ਼ਬੂਤ ਕਰਨ ਵੱਲ ਇੱਕ ਅਹਿਮ ਕਦਮ ਹੈ। ਇਸ ਮੌਕੇ ਸਟਾਰਟਅਪ ਪੰਜਾਬ ਦੇ ਨੁਮਾਇੰਦਿਆਂ ਅਤੇ ਮੰਤਰੀ ਸ੍ਰੀ ਸੰਜੀਵ ਅਰੋੜਾ ਨੇ ਸਨਮਾਨ ਭੇਟ ਕੀਤਾ। ਫਾਊਂਡੇਸ਼ਨ ਦੇ ਨੁਮਾਇੰਦਿਆਂ ਨੇ ਕਿਹਾ ਕਿ ਇਹ ਸਨਮਾਨ ਸਾਡੀ ਟੀਮ ਦੀ ਮਿਹਨਤ ਅਤੇ ਸਮਾਜ ਭਲਾਈ ਲਈ ਕੀਤੇ ਕੰਮਾਂ ਦੀ ਮਾਨਤਾ ਹੈ ਅਤੇ ਅਸੀਂ ਨਵੀਨਤਾ, ਸਿੱਖਿਆ ਅਤੇ ਉੱਦਮਤਾ ਨੂੰ ਉਤਸ਼ਾਹਿਤ ਕਰਨਾ ਜਾਰੀ ਰੱਖਾਂਗੇ।: [16, 1283, 576, 1414]
- article-body: ਸ੍ਰੀ ਅੰਮ੍ਰਿਤਸਰ ਸਾਹਿਬ, 20 ਜਨਵਰੀ, (ਜਤਿੰਦਰ ਸਿੰਘ ਬੇਦੀ)-ਸ਼੍ਰੋਮਣੀ ਅਕਾਲੀ ਦਲ (ਅ) ਵੱਲੋਂ 26 ਜਨਵਰੀ ਨੂੰ ਸ੍ਰੀ ਅਕਾਲ ਤਖ਼ਤ ਸਾਹਿਬ ਵਿਖੇ ਹੋਣ ਵਾਲੀ ਵੱਡੀ ਪੰਥਕ ਇਕੱਤਰਤਾ ਸਬੰਧੀ ਹੰਗਾਮੀ ਮੀਟਿੰਗ ਕੀਤੀ ਗਈ। ਮੀਟਿੰਗ ਵਿੱਚ ਪਾਰਟੀ ਦੇ ਸੀਨੀਅਰ ਆਗੂਆਂ ਨੇ ਹਿੱਸਾ ਲਿਆ ਅਤੇ ਇਕੱਤਰਤਾ ਦੀਆਂ ਤਿਆਰੀਆਂ ਬਾਰੇ ਵਿਚਾਰ-ਵਟਾਂਦਰਾ ਕੀਤਾ। ਆਗੂਆਂ ਨੇ ਕਿਹਾ ਕਿ 1986 ਵਿੱਚ ਵੱਡੇ ਪੱਧਰ 'ਤੇ ਹੋਈ ਪੰਥਕ ਇਕੱਤਰਤਾ ਵਾਂਗ ਇਸ ਵਾਰ ਵੀ ਸੰਗਤ ਵੱਡੀ ਗਿਣਤੀ ਵਿੱਚ ਪਹੁੰਚੇਗੀ। ਇਸ ਮੌਕੇ ਜ਼ਿਲ੍ਹਾ ਜਥੇਦਾਰ ਅਤੇ ਕਈ ਸਰਕਲ ਪ੍ਰਧਾਨ ਵੀ ਹਾਜ਼ਰ ਸਨ।: [1002, 592, 1181, 878]
- article-photo: [1198, 123, 1540, 310]
- headline: ਰੋਟਰੀ ਕਲੱਬ ਅੰਮ੍ਰਿਤਸਰ ਈਕੋ ਨੇ ਮਨਾਇਆ ਨਵਾਂ ਸਾਲ ਤੇ ਲੋਹੜੀ: [1002, 987, 1490, 1044]
- news-badge: ✦ ਪੰਜਾਬ ਟਾਇਮਜ਼ ਵਿਸ਼ੇਸ਼: [1002, 2355, 1146, 2370]
- headline: 26 ਨੂੰ ਸ੍ਰੀ ਅਕਾਲ ਤਖ਼ਤ ਸਾਹਿਬ ਵਿਖੇ ਵੱਡੀ ਪੰਥਕ ਇਕੱਤਰਤਾ ਸਬੰਧੀ ਸ਼੍ਰੋਮਣੀ ਅਕਾਲੀ ਦਲ (ਅ) ਵੱਲੋਂ ਹੰਗਾਮੀ ਮੀਟਿੰਗ: [1002, 499, 1529, 556]
- article-body: [594, 1605, 828, 2041]
- article-photo: [16, 2126, 272, 2313]
- article-photo: [16, 1661, 249, 1817]
- brand-icon: ✦: [599, 396, 613, 410]
- headline: ਪੰਜਾਬ ਸਟੇਟ ਮਨਿਸਟੀਰੀਅਲ ਸਰਵਿਸਿਜ਼ ਯੂਨੀਅਨ ਜ਼ਿਲ੍ਹਾ ਇਕਾਈ ਸ੍ਰੀ ਅੰਮ੍ਰਿਤਸਰ ਸਾਹਿਬ ਦਾ 2026 ਦਾ ਕੈਲੰਡਰ ਡੀ.ਸੀ. ਵੱਲੋਂ ਜਾਰੀ: [594, 662, 978, 739]
- divider: [1002, 490, 1540, 492]
- article-rotary-club: [1002, 987, 1540, 1547]
- divider: [1002, 1553, 1540, 1555]
- article-police-dav: [594, 72, 983, 647]
- news-badge: ✦ ਪੰਜਾਬ ਟਾਇਮਜ਼ ਖ਼ਬਰ: [1002, 128, 1141, 148]
- divider: [16, 2051, 1540, 2052]
- masthead-rule: [16, 62, 1540, 65]
- brand-icon: ✦: [20, 1260, 34, 1274]
